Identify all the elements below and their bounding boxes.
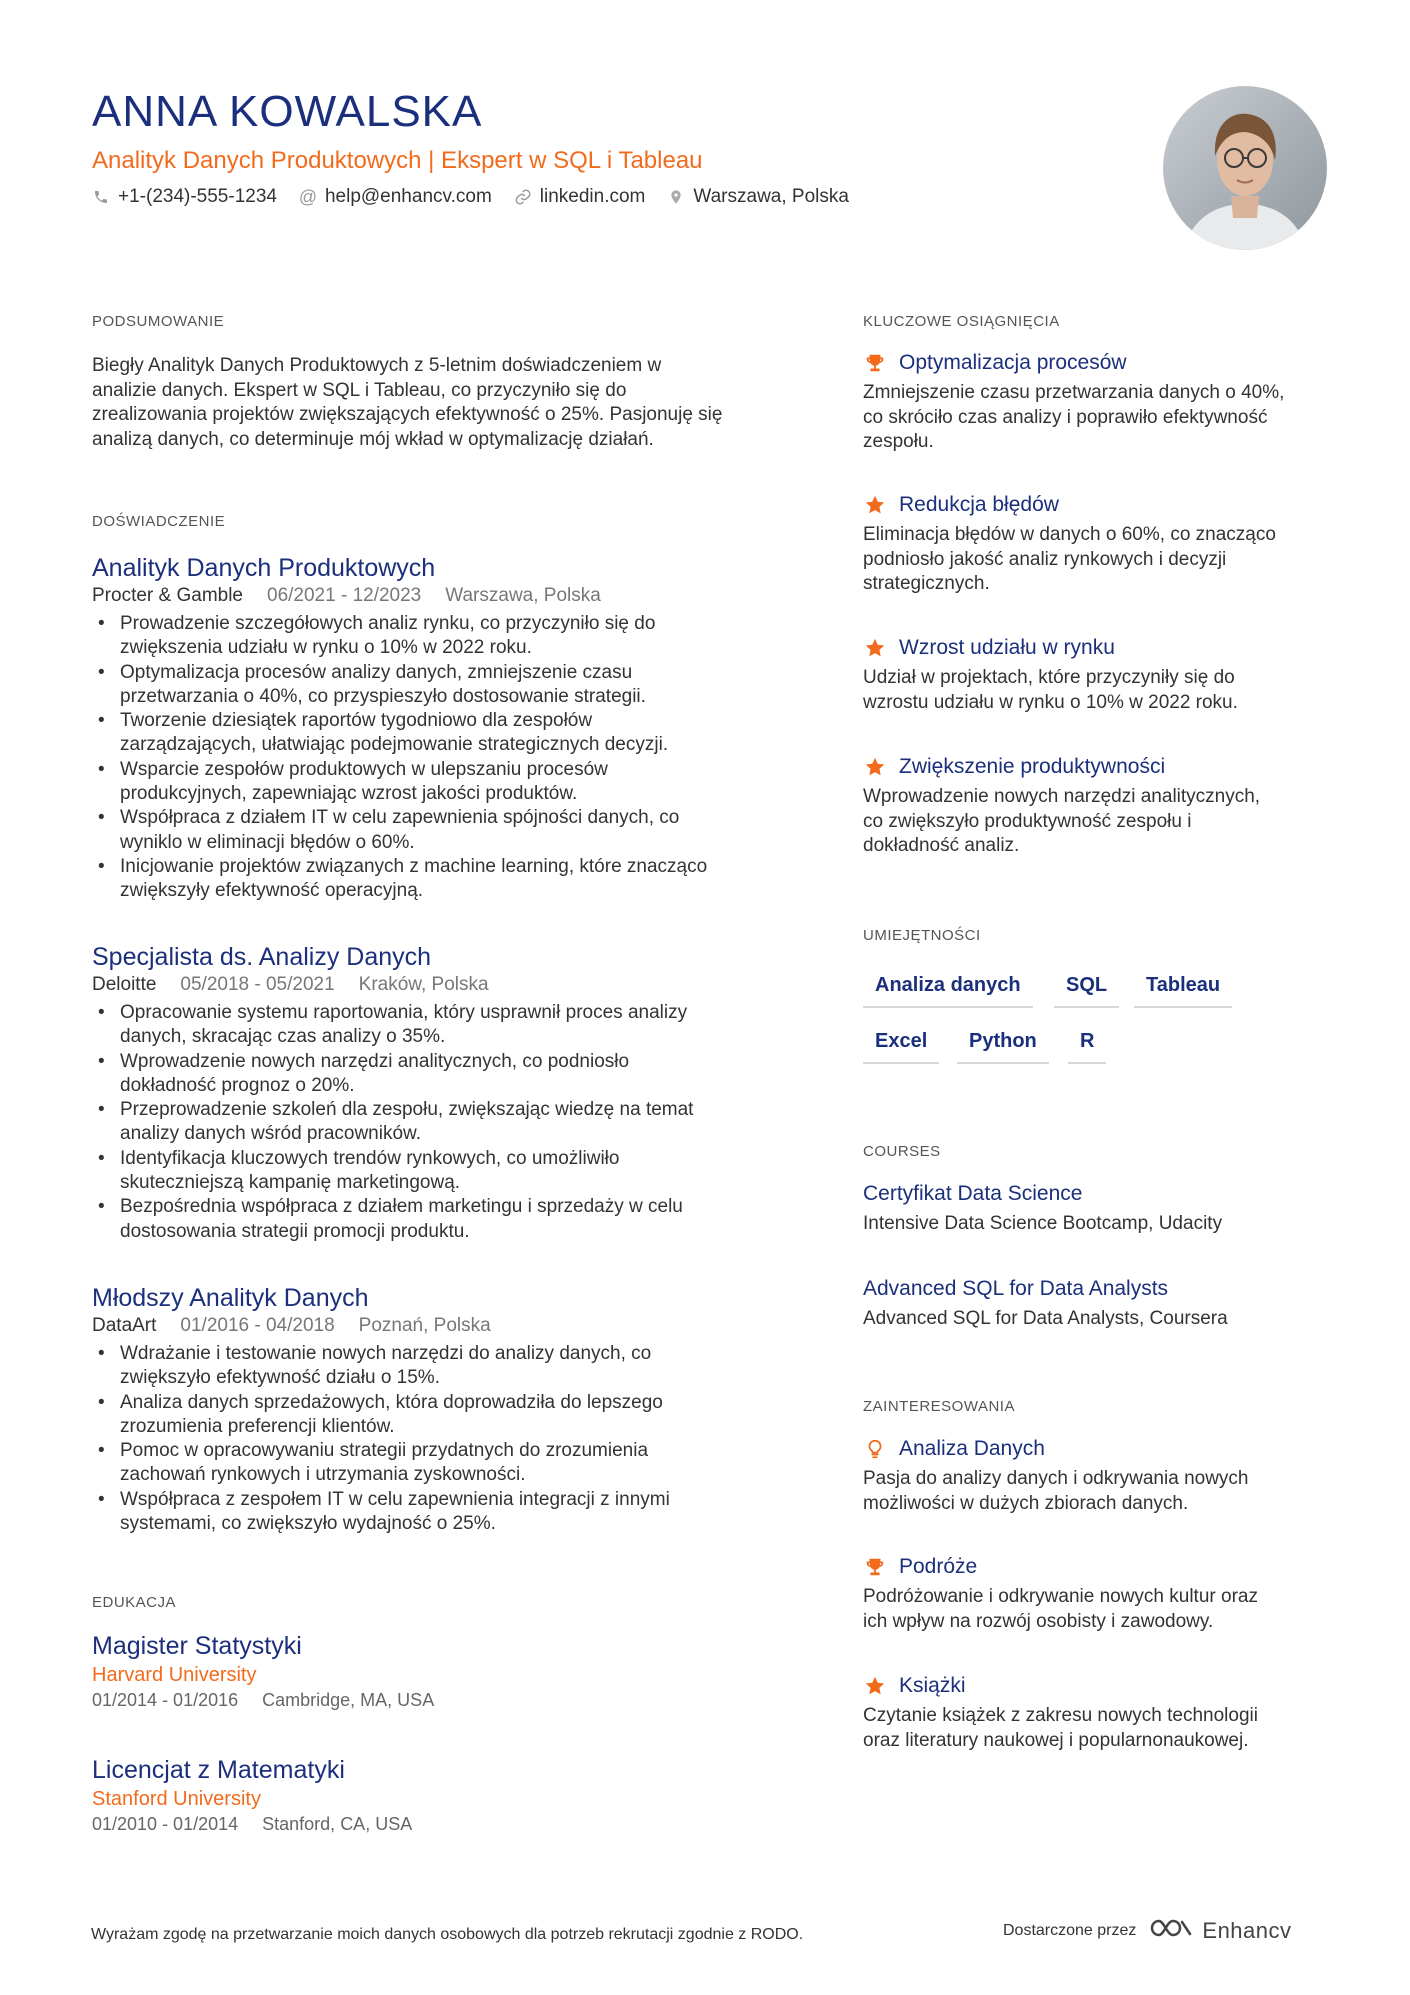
achievement-line: podniosło jakość analiz rynkowych i decyzji [863, 548, 1227, 570]
star-icon [863, 636, 887, 660]
candidate-headline: Analityk Danych Produktowych | Ekspert w SQL i Tableau [92, 147, 703, 174]
achievement-item [863, 634, 1333, 715]
edu-location: Cambridge, MA, USA [262, 1690, 435, 1710]
candidate-name: ANNA KOWALSKA [92, 87, 483, 136]
interest-line: możliwości w dużych zbiorach danych. [863, 1492, 1189, 1514]
job-title: Specjalista ds. Analizy Danych [92, 943, 432, 971]
achievement-line: strategicznych. [863, 573, 990, 594]
job-bullet: • Przeprowadzenie szkoleń dla zespołu, zwiększając wiedzę na temat analizy danych wśród pracowników. [120, 1098, 792, 1147]
edu-school: Stanford University [92, 1788, 261, 1810]
edu-location: Stanford, CA, USA [262, 1814, 413, 1834]
job-bullet: • Współpraca z działem IT w celu zapewnienia spójności danych, co wyniklo w eliminacji błędów o 60%. [120, 806, 792, 855]
trophy-icon [863, 1555, 887, 1579]
achievement-item [863, 349, 1333, 455]
job-bullet: • Tworzenie dziesiątek raportów tygodniowo dla zespołów zarządzających, ułatwiając podejmowanie strategicznych decyzji. [120, 709, 792, 758]
course-title: Advanced SQL for Data Analysts [863, 1277, 1169, 1300]
edu-dates: 01/2010 - 01/2014 [92, 1814, 239, 1834]
achievement-line: co skróciło czas analizy i poprawiło efektywność [863, 406, 1268, 428]
job-bullet: • Wdrażanie i testowanie nowych narzędzi do analizy danych, co zwiększyło efektywność działu o 15%. [120, 1342, 792, 1391]
skill-tag: Tableau [1134, 972, 1232, 1008]
job-bullet: • Współpraca z zespołem IT w celu zapewnienia integracji z innymi systemami, co zwiększyło wydajność o 25%. [120, 1488, 792, 1537]
linkedin-text: linkedin.com [539, 186, 646, 207]
course-item [863, 1275, 1333, 1332]
education-entry [92, 1630, 792, 1712]
at-icon: @ [298, 186, 318, 207]
skill-tag: Python [957, 1028, 1049, 1064]
job-bullet: • Analiza danych sprzedażowych, która doprowadziła do lepszego zrozumienia preferencji klientów. [120, 1391, 792, 1440]
job-bullets [92, 1001, 792, 1244]
phone-icon [92, 188, 110, 206]
job-bullet: • Bezpośrednia współpraca z działem marketingu i sprzedaży w celu dostosowania strategii promocji produktu. [120, 1195, 792, 1244]
summary-text [92, 354, 792, 452]
job-meta [92, 973, 792, 997]
contact-row [92, 186, 871, 208]
achievement-title: Optymalizacja procesów [899, 351, 1127, 374]
edu-degree: Magister Statystyki [92, 1632, 302, 1660]
skills-title: UMIEJĘTNOŚCI [863, 927, 981, 944]
interest-line: Czytanie książek z zakresu nowych technologii [863, 1705, 1258, 1726]
achievement-item [863, 491, 1333, 597]
interest-item [863, 1553, 1333, 1634]
interest-title: Książki [899, 1674, 966, 1697]
job-bullet: • Opracowanie systemu raportowania, który usprawnił proces analizy danych, skracając czas analizy o 35%. [120, 1001, 792, 1050]
achievement-line: zespołu. [863, 431, 934, 452]
job-bullet: • Prowadzenie szczegółowych analiz rynku, co przyczyniło się do zwiększenia udziału w rynku o 10% w 2022 roku. [120, 612, 792, 661]
gdpr-consent: Wyrażam zgodę na przetwarzanie moich danych osobowych dla potrzeb rekrutacji zgodnie z RODO. [91, 1926, 804, 1943]
job-location: Warszawa, Polska [445, 585, 601, 606]
provided-by-label: Dostarczone przez [1003, 1921, 1137, 1939]
education-entry [92, 1754, 792, 1836]
email-text: help@enhancv.com [324, 186, 492, 207]
interests-title: ZAINTERESOWANIA [863, 1398, 1015, 1415]
skill-tag: SQL [1054, 972, 1119, 1008]
job-bullet: • Optymalizacja procesów analizy danych, zmniejszenie czasu przetwarzania o 40%, co przyspieszyło dostosowanie strategii. [120, 661, 792, 710]
achievement-line: Udział w projektach, które przyczyniły się do [863, 667, 1235, 688]
edu-meta [92, 1688, 792, 1712]
job-entry [92, 941, 792, 1244]
edu-dates: 01/2014 - 01/2016 [92, 1690, 239, 1710]
achievement-title: Zwiększenie produktywności [899, 755, 1166, 778]
skill-tag: Excel [863, 1028, 939, 1064]
enhancv-logo-icon [1148, 1916, 1194, 1945]
interest-line: Podróżowanie i odkrywanie nowych kultur oraz [863, 1586, 1258, 1607]
achievement-title: Redukcja błędów [899, 493, 1059, 516]
job-entry [92, 1282, 792, 1536]
link-icon [514, 188, 532, 206]
job-bullet: • Wprowadzenie nowych narzędzi analitycznych, co podniosło dokładność prognoz o 20%. [120, 1050, 792, 1099]
contact-linkedin[interactable] [514, 186, 646, 208]
course-desc: Intensive Data Science Bootcamp, Udacity [863, 1213, 1223, 1234]
job-bullet: • Pomoc w opracowywaniu strategii przydatnych do zrozumienia zachowań rynkowych i utrzymania zyskowności. [120, 1439, 792, 1488]
course-title: Certyfikat Data Science [863, 1182, 1083, 1205]
edu-meta [92, 1812, 792, 1836]
job-meta [92, 1314, 792, 1338]
interest-line: Pasja do analizy danych i odkrywania nowych [863, 1468, 1249, 1489]
summary-line: analizą danych, co determinuje mój wkład w optymalizację działań. [92, 428, 654, 450]
interest-item [863, 1435, 1333, 1516]
interest-line: oraz literatury naukowej i popularnonaukowej. [863, 1729, 1249, 1751]
course-item [863, 1180, 1333, 1237]
job-dates: 01/2016 - 04/2018 [180, 1315, 335, 1336]
job-entry [92, 552, 792, 904]
provided-by[interactable] [1003, 1916, 1292, 1945]
skill-tag: R [1068, 1028, 1106, 1064]
achievement-line: dokładność analiz. [863, 835, 1020, 856]
job-location: Poznań, Polska [358, 1315, 491, 1336]
interest-title: Podróże [899, 1555, 978, 1578]
achievement-line: Wprowadzenie nowych narzędzi analitycznych, [863, 786, 1261, 807]
job-company: Procter & Gamble [92, 585, 243, 606]
lightbulb-icon [863, 1437, 887, 1461]
phone-text: +1-(234)-555-1234 [118, 186, 277, 207]
location-text: Warszawa, Polska [693, 186, 849, 207]
job-bullets [92, 612, 792, 904]
summary-line: analizie danych. Ekspert w SQL i Tableau, co przyczyniło się do [92, 379, 627, 401]
achievement-item [863, 753, 1333, 859]
star-icon [863, 1674, 887, 1698]
job-company: Deloitte [92, 974, 157, 995]
course-desc: Advanced SQL for Data Analysts, Coursera [863, 1308, 1228, 1329]
experience-title: DOŚWIADCZENIE [92, 513, 226, 530]
profile-photo [1163, 86, 1327, 250]
job-dates: 06/2021 - 12/2023 [267, 585, 422, 606]
edu-school: Harvard University [92, 1664, 257, 1686]
enhancv-brand: Enhancv [1202, 1917, 1292, 1943]
job-bullets [92, 1342, 792, 1536]
location-pin-icon [667, 188, 685, 206]
achievement-line: co zwiększyło produktywność zespołu i [863, 810, 1192, 832]
contact-email[interactable] [299, 186, 492, 208]
trophy-icon [863, 351, 887, 375]
job-company: DataArt [92, 1315, 157, 1336]
job-location: Kraków, Polska [358, 974, 489, 995]
interest-line: ich wpływ na rozwój osobisty i zawodowy. [863, 1610, 1214, 1632]
achievement-line: Zmniejszenie czasu przetwarzania danych o 40%, [863, 382, 1285, 403]
achievements-title: KLUCZOWE OSIĄGNIĘCIA [863, 313, 1060, 330]
contact-phone[interactable] [92, 186, 277, 208]
job-bullet: • Inicjowanie projektów związanych z machine learning, które znacząco zwiększyły efektywność operacyjną. [120, 855, 792, 904]
job-bullet: • Wsparcie zespołów produktowych w ulepszaniu procesów produkcyjnych, zapewniając wzrost jakości produktów. [120, 758, 792, 807]
interest-title: Analiza Danych [899, 1437, 1045, 1460]
job-meta [92, 584, 792, 608]
summary-line: Biegły Analityk Danych Produktowych z 5-letnim doświadczeniem w [92, 355, 662, 376]
summary-line: zrealizowania projektów zwiększających efektywność o 25%. Pasjonuję się [92, 404, 723, 425]
star-icon [863, 755, 887, 779]
contact-location [667, 186, 849, 208]
skill-tag: Analiza danych [863, 972, 1033, 1008]
job-dates: 05/2018 - 05/2021 [180, 974, 335, 995]
job-title: Analityk Danych Produktowych [92, 554, 436, 582]
education-title: EDUKACJA [92, 1594, 177, 1611]
achievement-title: Wzrost udziału w rynku [899, 636, 1115, 659]
edu-degree: Licencjat z Matematyki [92, 1756, 345, 1784]
summary-title: PODSUMOWANIE [92, 313, 225, 330]
achievement-line: wzrostu udziału w rynku o 10% w 2022 roku. [863, 691, 1238, 713]
summary-section [92, 312, 792, 452]
job-bullet: • Identyfikacja kluczowych trendów rynkowych, co umożliwiło skuteczniejszą kampanię marketingową. [120, 1147, 792, 1196]
achievement-line: Eliminacja błędów w danych o 60%, co znacząco [863, 524, 1276, 545]
job-title: Młodszy Analityk Danych [92, 1284, 369, 1312]
courses-title: COURSES [863, 1143, 941, 1160]
star-icon [863, 493, 887, 517]
interest-item [863, 1672, 1333, 1753]
